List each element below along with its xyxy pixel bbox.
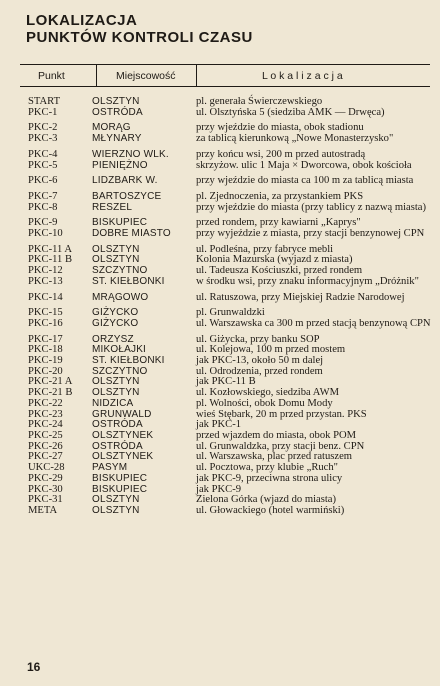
miejscowosc-cell: OLSZTYN <box>92 504 140 516</box>
table-row <box>28 277 432 288</box>
punkt-cell: META <box>28 504 58 516</box>
miejscowosc-cell: SZCZYTNO <box>92 365 148 377</box>
punkt-cell: PKC-15 <box>28 307 63 319</box>
lokalizacja-cell: Kolonia Mazurska (wyjazd z miasta) <box>196 254 353 266</box>
column-header-miejscowosc: Miejscowość <box>116 70 176 82</box>
lokalizacja-cell: za tablicą kierunkową „Nowe Monasterzysko" <box>196 133 394 145</box>
punkt-cell: PKC-27 <box>28 451 63 463</box>
punkt-cell: PKC-21 A <box>28 376 73 388</box>
punkt-cell: PKC-4 <box>28 148 58 160</box>
miejscowosc-cell: MŁYNARY <box>92 133 142 145</box>
miejscowosc-cell: OLSZTYNEK <box>92 451 154 463</box>
miejscowosc-cell: BISKUPIEC <box>92 217 148 229</box>
table-row <box>28 134 432 145</box>
miejscowosc-cell: ST. KIEŁBONKI <box>92 275 165 287</box>
table-row <box>28 399 432 410</box>
punkt-cell: PKC-22 <box>28 397 63 409</box>
table-row <box>28 229 432 240</box>
table-row <box>28 213 432 229</box>
lokalizacja-cell: pl. generała Świerczewskiego <box>196 96 323 107</box>
miejscowosc-cell: OLSZTYNEK <box>92 429 154 441</box>
lokalizacja-cell: ul. Tadeusza Kościuszki, przed rondem <box>196 265 363 277</box>
miejscowosc-cell: MIKOŁAJKI <box>92 344 147 356</box>
punkt-cell: START <box>28 96 61 107</box>
table-row <box>28 303 432 319</box>
table-row <box>28 319 432 330</box>
lokalizacja-cell: jak PKC-11 B <box>196 376 256 388</box>
punkt-cell: PKC-14 <box>28 291 63 303</box>
miejscowosc-cell: DOBRE MIASTO <box>92 228 171 240</box>
punkt-cell: PKC-23 <box>28 408 63 420</box>
punkt-cell: PKC-18 <box>28 344 63 356</box>
punkt-cell: PKC-6 <box>28 175 58 187</box>
miejscowosc-cell: OLSZTYN <box>92 254 140 266</box>
miejscowosc-cell: OLSZTYN <box>92 494 140 506</box>
miejscowosc-cell: GIŻYCKO <box>92 317 139 329</box>
lokalizacja-cell: ul. Warszawska, plac przed ratuszem <box>196 451 353 463</box>
miejscowosc-cell: NIDZICA <box>92 397 134 409</box>
punkt-cell: PKC-13 <box>28 275 63 287</box>
punkt-cell: PKC-10 <box>28 228 63 240</box>
table-row <box>28 171 432 187</box>
lokalizacja-cell: ul. Kolejowa, 100 m przed mostem <box>196 344 346 356</box>
table-row <box>28 118 432 134</box>
miejscowosc-cell: GIŻYCKO <box>92 307 139 319</box>
miejscowosc-cell: OLSZTYN <box>92 387 140 399</box>
table-row <box>28 187 432 203</box>
punkt-cell: PKC-11 A <box>28 243 73 255</box>
table-row <box>28 288 432 304</box>
punkt-cell: PKC-5 <box>28 159 58 171</box>
lokalizacja-cell: pl. Zjednoczenia, za przystankiem PKS <box>196 190 364 202</box>
miejscowosc-cell: BISKUPIEC <box>92 472 148 484</box>
miejscowosc-cell: MRĄGOWO <box>92 291 149 303</box>
lokalizacja-cell: jak PKC-13, około 50 m dalej <box>196 355 324 367</box>
miejscowosc-cell: OSTRÓDA <box>92 106 143 118</box>
lokalizacja-cell: jak PKC-1 <box>196 419 242 431</box>
table-row <box>28 240 432 256</box>
miejscowosc-cell: MORĄG <box>92 122 131 134</box>
page-number: 16 <box>27 660 41 674</box>
table-row <box>28 506 432 517</box>
lokalizacja-cell: przed rondem, przy kawiarni „Kaprys" <box>196 217 361 229</box>
header-bottom-rule <box>20 86 430 87</box>
miejscowosc-cell: PASYM <box>92 462 128 474</box>
lokalizacja-cell: ul. Giżycka, przy banku SOP <box>196 333 320 345</box>
page-title <box>26 12 253 46</box>
lokalizacja-cell: pl. Wolności, obok Domu Mody <box>196 397 333 409</box>
punkt-cell: PKC-16 <box>28 317 63 329</box>
table-row <box>28 108 432 119</box>
checkpoint-table <box>28 97 432 517</box>
lokalizacja-cell: ul. Odrodzenia, przed rondem <box>196 365 323 377</box>
miejscowosc-cell: ST. KIEŁBONKI <box>92 355 165 367</box>
lokalizacja-cell: ul. Kozłowskiego, siedziba AWM <box>196 387 340 399</box>
table-row <box>28 145 432 161</box>
header-top-rule <box>20 64 430 65</box>
punkt-cell: UKC-28 <box>28 462 65 474</box>
lokalizacja-cell: skrzyżow. ulic 1 Maja × Dworcowa, obok kościoła <box>196 159 412 171</box>
title-line-1: LOKALIZACJA <box>26 12 138 29</box>
punkt-cell: PKC-8 <box>28 201 58 213</box>
punkt-cell: PKC-26 <box>28 440 63 452</box>
miejscowosc-cell: BISKUPIEC <box>92 483 148 495</box>
lokalizacja-cell: przy końcu wsi, 200 m przed autostradą <box>196 148 366 160</box>
header-separator <box>196 64 197 86</box>
miejscowosc-cell: BARTOSZYCE <box>92 190 162 202</box>
lokalizacja-cell: Zielona Górka (wjazd do miasta) <box>196 494 337 506</box>
lokalizacja-cell: ul. Warszawska ca 300 m przed stacją benzynową CPN <box>196 317 431 329</box>
miejscowosc-cell: OLSZTYN <box>92 376 140 388</box>
lokalizacja-cell: ul. Grunwaldzka, przy stacji benz. CPN <box>196 440 365 452</box>
miejscowosc-cell: PIENIĘŻNO <box>92 159 148 171</box>
lokalizacja-cell: jak PKC-9 <box>196 483 242 495</box>
miejscowosc-cell: OSTRÓDA <box>92 419 143 431</box>
table-row <box>28 203 432 214</box>
punkt-cell: PKC-11 B <box>28 254 73 266</box>
miejscowosc-cell: WIERZNO WLK. <box>92 148 169 160</box>
lokalizacja-cell: przy wjeździe do miasta (przy tablicy z nazwą miasta) <box>196 201 427 213</box>
lokalizacja-cell: ul. Głowackiego (hotel warmiński) <box>196 504 345 516</box>
lokalizacja-cell: w środku wsi, przy znaku informacyjnym „Dróżnik" <box>196 275 419 287</box>
punkt-cell: PKC-30 <box>28 483 63 495</box>
punkt-cell: PKC-2 <box>28 122 58 134</box>
punkt-cell: PKC-17 <box>28 333 63 345</box>
miejscowosc-cell: GRUNWALD <box>92 408 152 420</box>
punkt-cell: PKC-3 <box>28 133 58 145</box>
punkt-cell: PKC-12 <box>28 265 63 277</box>
punkt-cell: PKC-19 <box>28 355 63 367</box>
title-line-2: PUNKTÓW KONTROLI CZASU <box>26 29 253 46</box>
punkt-cell: PKC-9 <box>28 217 58 229</box>
miejscowosc-cell: OSTRÓDA <box>92 440 143 452</box>
punkt-cell: PKC-21 B <box>28 387 73 399</box>
miejscowosc-cell: OLSZTYN <box>92 243 140 255</box>
lokalizacja-cell: pl. Grunwaldzki <box>196 307 265 319</box>
lokalizacja-cell: przy wjeździe do miasta, obok stadionu <box>196 122 364 134</box>
punkt-cell: PKC-29 <box>28 472 63 484</box>
punkt-cell: PKC-1 <box>28 106 58 118</box>
lokalizacja-cell: przy wjeździe do miasta ca 100 m za tablicą miasta <box>196 175 414 187</box>
miejscowosc-cell: SZCZYTNO <box>92 265 148 277</box>
punkt-cell: PKC-24 <box>28 419 63 431</box>
lokalizacja-cell: wieś Stębark, 20 m przed przystan. PKS <box>196 408 367 420</box>
lokalizacja-cell: ul. Podleśna, przy fabryce mebli <box>196 243 334 255</box>
lokalizacja-cell: ul. Olsztyńska 5 (siedziba AMK — Drwęca) <box>196 106 385 118</box>
header-separator <box>96 64 97 86</box>
miejscowosc-cell: OLSZTYN <box>92 96 140 107</box>
table-row <box>28 161 432 172</box>
punkt-cell: PKC-7 <box>28 190 58 202</box>
lokalizacja-cell: ul. Ratuszowa, przy Miejskiej Radzie Narodowej <box>196 291 405 303</box>
punkt-cell: PKC-31 <box>28 494 63 506</box>
table-row <box>28 474 432 485</box>
column-header-lokalizacja: L o k a l i z a c j a <box>262 70 343 82</box>
table-row <box>28 330 432 346</box>
punkt-cell: PKC-25 <box>28 429 63 441</box>
lokalizacja-cell: przy wyjeździe z miasta, przy stacji benzynowej CPN <box>196 228 425 240</box>
punkt-cell: PKC-20 <box>28 365 63 377</box>
miejscowosc-cell: ORZYSZ <box>92 333 134 345</box>
lokalizacja-cell: jak PKC-9, przeciwna strona ulicy <box>196 472 343 484</box>
lokalizacja-cell: ul. Pocztowa, przy klubie „Ruch" <box>196 462 339 474</box>
column-header-punkt: Punkt <box>38 70 65 82</box>
lokalizacja-cell: przed wjazdem do miasta, obok POM <box>196 429 357 441</box>
miejscowosc-cell: RESZEL <box>92 201 133 213</box>
miejscowosc-cell: LIDZBARK W. <box>92 175 158 187</box>
